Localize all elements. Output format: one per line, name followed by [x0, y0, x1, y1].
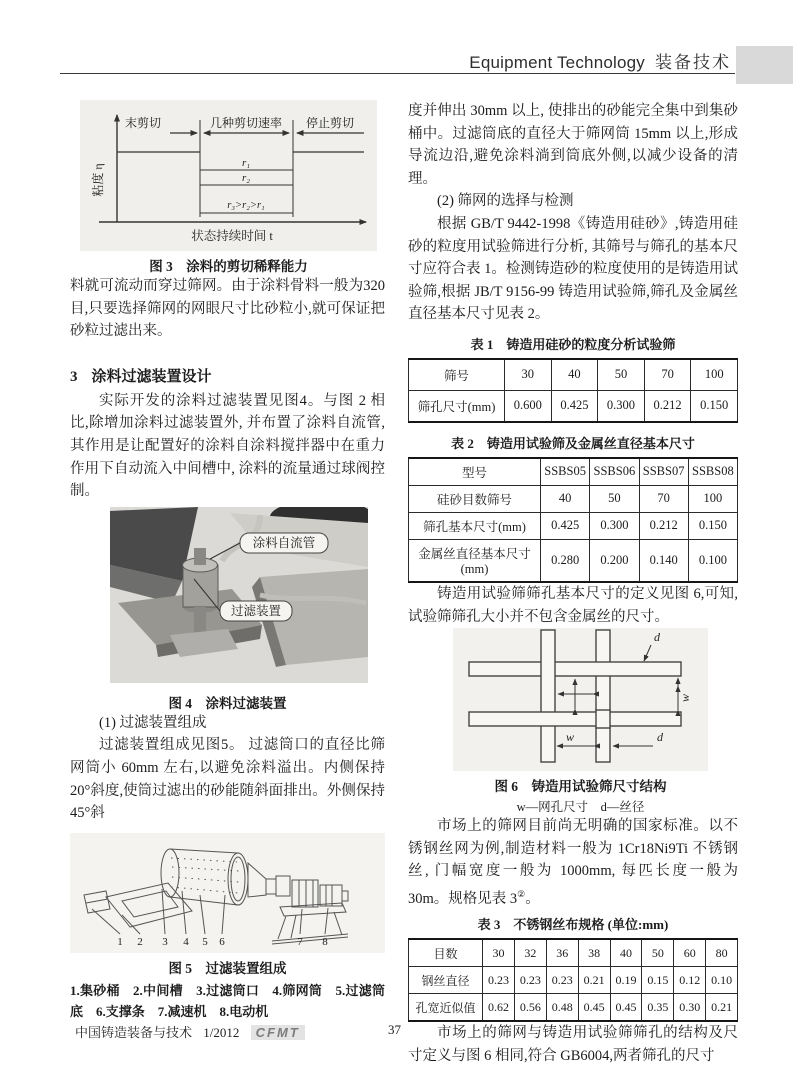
fig5-drawing [70, 833, 385, 953]
cell: 筛孔尺寸(mm) [409, 390, 505, 422]
cell: 0.12 [674, 967, 706, 994]
page-number: 37 [388, 1022, 401, 1037]
column-right [408, 100, 738, 1068]
fig5-num-1: 1 [117, 935, 123, 948]
figure-4 [110, 507, 368, 688]
paragraph: 铸造用试验筛筛孔基本尺寸的定义见图 6,可知,试验筛筛孔大小并不包含金属丝的尺寸。 [408, 585, 738, 625]
fig3-label-shear-rates: 几种剪切速率 [209, 116, 283, 130]
cell: 金属丝直径基本尺寸(mm) [409, 539, 541, 582]
cell: 0.21 [706, 994, 738, 1022]
cfmt-logo: CFMT [251, 1025, 305, 1040]
fig3-x-axis-label: 状态持续时间 t [191, 229, 273, 243]
paragraph-text: 。 [525, 890, 540, 907]
paragraph: 过滤装置组成见图5。 过滤筒口的直径比筛网筒小 60mm 左右,以避免涂料溢出。内侧保持 20°斜度,使筒过滤出的砂能随斜面排出。外侧保持 45°斜 [70, 737, 385, 822]
cell: 0.15 [642, 967, 674, 994]
cell: 36 [546, 939, 578, 967]
section-number: 3 [70, 368, 78, 385]
cell: 80 [706, 939, 738, 967]
cell: SSBS07 [639, 458, 688, 486]
cell: 70 [644, 359, 691, 391]
fig5-num-5: 5 [202, 935, 208, 948]
cell: 0.56 [514, 994, 546, 1022]
cell: 0.425 [541, 512, 590, 539]
fig6-dim-w-bottom: w [565, 730, 575, 745]
cell: 0.150 [691, 390, 738, 422]
fig3-r1-label: r₁ [241, 157, 251, 169]
fig3-r-order-label: r₃>r₂>r₁ [227, 200, 265, 211]
cell: 40 [610, 939, 642, 967]
cell: 孔宽近似值 [409, 994, 483, 1022]
cell: 0.23 [483, 967, 515, 994]
paragraph: 市场上的筛网与铸造用试验筛筛孔的结构及尺寸定义与图 6 相同,符合 GB6004,两者筛孔的尺寸 [408, 1025, 738, 1064]
cell: 0.150 [688, 512, 737, 539]
sub-heading: (1) 过滤装置组成 [99, 714, 207, 731]
fig4-callout-pipe: 涂料自流管 [252, 535, 316, 550]
sub-heading: (2) 筛网的选择与检测 [437, 193, 574, 210]
issue-number: 1/2012 [203, 1025, 240, 1040]
cell: SSBS06 [590, 458, 639, 486]
table-row [409, 390, 738, 422]
footer [75, 1022, 305, 1041]
cell: SSBS05 [541, 458, 590, 486]
cell: 0.100 [688, 539, 737, 582]
cell: 0.45 [610, 994, 642, 1022]
table-2 [408, 457, 738, 583]
column-left [70, 100, 385, 1022]
cell: 100 [688, 485, 737, 512]
fig6-dim-d-bottom: d [657, 730, 663, 745]
cell: 0.212 [644, 390, 691, 422]
header-corner-tab [736, 46, 793, 84]
cell: 0.35 [642, 994, 674, 1022]
cell: 0.10 [706, 967, 738, 994]
header-title-en: Equipment Technology [469, 53, 645, 72]
fig5-caption: 图 5 过滤装置组成 [168, 960, 287, 976]
cell: 38 [578, 939, 610, 967]
fig5-num-4: 4 [183, 935, 189, 948]
paragraph [408, 815, 738, 910]
cell: 钢丝直径 [409, 967, 483, 994]
header-title-zh: 装备技术 [655, 53, 731, 72]
table1-caption: 表 1 铸造用硅砂的粒度分析试验筛 [470, 336, 676, 352]
cell: 32 [514, 939, 546, 967]
figure-6 [453, 628, 708, 815]
cell: 0.200 [590, 539, 639, 582]
fig6-mesh-diagram [453, 628, 708, 771]
cell: 0.280 [541, 539, 590, 582]
cell: 100 [691, 359, 738, 391]
paragraph: 度并伸出 30mm 以上, 使排出的砂能完全集中到集砂桶中。过滤筒底的直径大于筛网筒 15mm 以上,形成导流边沿,避免涂料淌到筒底外侧,以减少设备的清理。 [408, 103, 738, 187]
table-3 [408, 938, 738, 1022]
fig5-num-6: 6 [219, 935, 225, 948]
cell: 0.140 [639, 539, 688, 582]
fig5-num-3: 3 [162, 935, 168, 948]
table-row [409, 485, 738, 512]
cell: 70 [639, 485, 688, 512]
cell: 0.300 [598, 390, 645, 422]
cell: 0.48 [546, 994, 578, 1022]
fig5-num-2: 2 [137, 935, 143, 948]
cell: SSBS08 [688, 458, 737, 486]
fig4-callout-filter: 过滤装置 [230, 603, 282, 618]
fig6-dim-d-top: d [654, 630, 660, 645]
cell: 型号 [409, 458, 541, 486]
cell: 30 [483, 939, 515, 967]
cell: 0.45 [578, 994, 610, 1022]
cell: 0.19 [610, 967, 642, 994]
cell: 50 [590, 485, 639, 512]
cell: 0.23 [546, 967, 578, 994]
table3-caption: 表 3 不锈钢丝布规格 (单位:mm) [477, 917, 669, 933]
fig6-dim-w-right: w [678, 694, 692, 703]
cell: 40 [541, 485, 590, 512]
footnote-marker: ② [517, 888, 526, 899]
fig4-caption: 图 4 涂料过滤装置 [168, 695, 287, 711]
fig3-y-axis-label: 粘度 η [91, 163, 105, 197]
table-row [409, 994, 738, 1022]
cell: 60 [674, 939, 706, 967]
cell: 筛号 [409, 359, 505, 391]
table-1 [408, 358, 738, 423]
cell: 0.212 [639, 512, 688, 539]
fig5-num-8: 8 [322, 935, 328, 948]
header-rule [60, 73, 735, 74]
table-row [409, 359, 738, 391]
fig5-num-7: 7 [297, 935, 303, 948]
table-row [409, 512, 738, 539]
paragraph: 实际开发的涂料过滤装置见图4。与图 2 相比,除增加涂料过滤装置外, 并布置了涂料自流管,其作用是让配置好的涂料自涂料搅拌器中在重力作用下自动流入中间槽中, 涂料的流量通过球阀控制。 [70, 392, 385, 500]
cell: 0.300 [590, 512, 639, 539]
cell: 0.425 [551, 390, 598, 422]
table-row [409, 967, 738, 994]
cell: 0.600 [505, 390, 552, 422]
section-title: 涂料过滤装置设计 [91, 368, 212, 385]
cell: 筛孔基本尺寸(mm) [409, 512, 541, 539]
table-row [409, 539, 738, 582]
fig5-parts-list: 1.集砂桶 2.中间槽 3.过滤筒口 4.筛网筒 5.过滤筒底 6.支撑条 7.减速机 8.电动机 [70, 982, 385, 1019]
cell: 50 [598, 359, 645, 391]
table-row [409, 939, 738, 967]
fig6-caption: 图 6 铸造用试验筛尺寸结构 [494, 779, 667, 795]
journal-name: 中国铸造装备与技术 [75, 1025, 193, 1040]
fig3-caption: 图 3 涂料的剪切稀释能力 [149, 259, 308, 274]
fig4-image [110, 507, 368, 688]
paragraph-text: 市场上的筛网目前尚无明确的国家标准。以不锈钢丝网为例,制造材料一般为 1Cr18Ni9Ti 不锈钢丝, 门幅宽度一般为 1000mm, 每匹长度一般为 30m。规格见表 3 [408, 818, 738, 907]
section-heading [70, 365, 385, 386]
cell: 目数 [409, 939, 483, 967]
fig3-chart [80, 100, 377, 251]
cell: 0.21 [578, 967, 610, 994]
paragraph: 料就可流动而穿过筛网。由于涂料骨料一般为320目,只要选择筛网的网眼尺寸比砂粒小,就可保证把砂粒过滤出来。 [70, 278, 385, 340]
cell: 硅砂目数筛号 [409, 485, 541, 512]
cell: 40 [551, 359, 598, 391]
cell: 0.30 [674, 994, 706, 1022]
fig3-label-stop-shear: 停止剪切 [305, 116, 355, 130]
paragraph: 根据 GB/T 9442-1998《铸造用硅砂》,铸造用硅砂的粒度用试验筛进行分析, 其筛号与筛孔的基本尺寸应符合表 1。检测铸造砂的粒度使用的是铸造用试验筛,根据 JB/T 9156-99 铸造用试验筛,筛孔及金属丝直径基本尺寸见表 2。 [408, 215, 738, 323]
figure-3 [80, 100, 377, 275]
fig3-label-pre-shear: 末剪切 [124, 116, 162, 130]
table-row [409, 458, 738, 486]
cell: 0.23 [514, 967, 546, 994]
header-title [469, 48, 731, 73]
figure-5 [70, 833, 385, 1022]
table2-caption: 表 2 铸造用试验筛及金属丝直径基本尺寸 [451, 435, 695, 451]
fig6-legend: w—网孔尺寸 d—丝径 [516, 800, 645, 815]
fig3-r2-label: r₂ [241, 172, 251, 184]
cell: 30 [505, 359, 552, 391]
cell: 0.62 [483, 994, 515, 1022]
cell: 50 [642, 939, 674, 967]
